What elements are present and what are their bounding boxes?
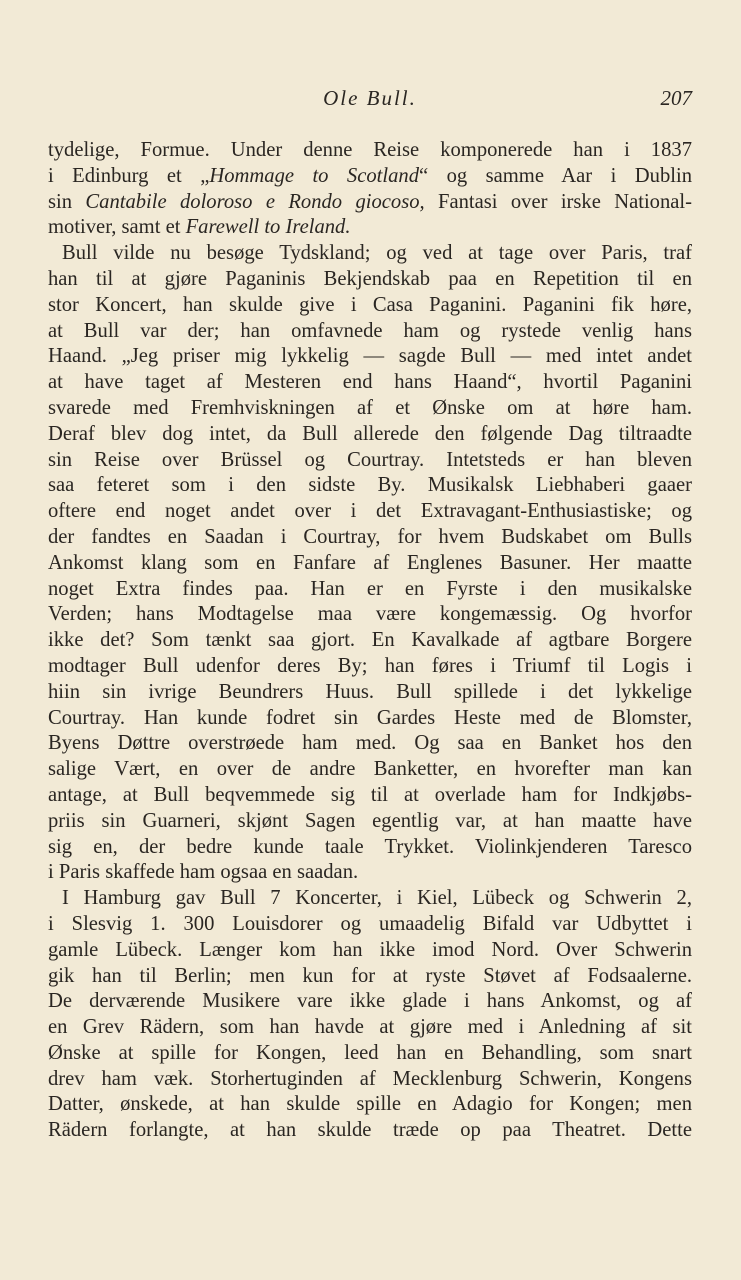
text-line: en Grev Rädern, som han havde at gjøre med i Anledning af sit (48, 1016, 692, 1039)
text-line: Haand. „Jeg priser mig lykkelig — sagde Bull — med intet andet (48, 345, 692, 368)
work-title: Cantabile doloroso e Rondo giocoso, (85, 190, 425, 213)
page-header (48, 86, 692, 116)
text-line: Deraf blev dog intet, da Bull allerede den følgende Dag tiltraadte (48, 422, 692, 445)
text-line: i Slesvig 1. 300 Louisdorer og umaadelig Bifald var Udbyttet i (48, 912, 692, 935)
text-line: Rädern forlangte, at han skulde træde op paa Theatret. Dette (48, 1119, 692, 1142)
text-line: priis sin Guarneri, skjønt Sagen egentlig var, at han maatte have (48, 809, 692, 832)
text-line: Datter, ønskede, at han skulde spille en Adagio for Kongen; men (48, 1093, 692, 1116)
text-segment: i Edinburg et „ (48, 164, 210, 187)
text-line: gamle Lübeck. Længer kom han ikke imod Nord. Over Schwerin (48, 938, 692, 961)
text-line: noget Extra findes paa. Han er en Fyrste i den musikalske (48, 577, 692, 600)
text-line: i Paris skaffede ham ogsaa en saadan. (48, 861, 359, 884)
text-line (48, 215, 692, 241)
text-segment: motiver, samt et (48, 216, 186, 239)
text-line: Ankomst klang som en Fanfare af Englenes Basuner. Her maatte (48, 551, 692, 574)
text-segment: “ og samme Aar i Dublin (419, 164, 692, 187)
text-line: at Bull var der; han omfavnede ham og rystede venlig hans (48, 319, 692, 342)
text-line: saa feteret som i den sidste By. Musikalsk Liebhaberi gaaer (48, 474, 692, 497)
text-line: gik han til Berlin; men kun for at ryste Støvet af Fodsaalerne. (48, 964, 692, 987)
text-line: antage, at Bull beqvemmede sig til at overlade ham for Indkjøbs- (48, 783, 692, 806)
text-line: drev ham væk. Storhertuginden af Mecklenburg Schwerin, Kongens (48, 1067, 692, 1090)
text-line: Verden; hans Modtagelse maa være kongemæssig. Og hvorfor (48, 603, 692, 626)
text-line: I Hamburg gav Bull 7 Koncerter, i Kiel, Lübeck og Schwerin 2, (62, 887, 692, 910)
text-line: De derværende Musikere vare ikke glade i hans Ankomst, og af (48, 990, 692, 1013)
text-line: svarede med Fremhviskningen af et Ønske om at høre ham. (48, 396, 692, 419)
text-line (48, 164, 692, 190)
text-line: Byens Døttre overstrøede ham med. Og saa en Banket hos den (48, 732, 692, 755)
work-title: Hommage to Scotland (209, 164, 419, 187)
text-segment: Fantasi over irske National- (424, 190, 692, 213)
text-line: at have taget af Mesteren end hans Haand“, hvortil Paganini (48, 371, 692, 394)
text-line: oftere end noget andet over i det Extravagant-Enthusiastiske; og (48, 500, 692, 523)
text-segment: sin (48, 190, 86, 213)
page-number: 207 (660, 86, 692, 110)
text-line: modtager Bull udenfor deres By; han føres i Triumf til Logis i (48, 654, 692, 677)
text-line: Bull vilde nu besøge Tydskland; og ved at tage over Paris, traf (62, 242, 692, 265)
text-line: han til at gjøre Paganinis Bekjendskab paa en Repetition til en (48, 267, 692, 290)
text-line: der fandtes en Saadan i Courtray, for hvem Budskabet om Bulls (48, 525, 692, 548)
text-line: hiin sin ivrige Beundrers Huus. Bull spillede i det lykkelige (48, 680, 692, 703)
text-line: sin Reise over Brüssel og Courtray. Intetsteds er han bleven (48, 448, 692, 471)
body-text (48, 138, 692, 1144)
text-line: Ønske at spille for Kongen, leed han en Behandling, som snart (48, 1041, 692, 1064)
text-line: tydelige, Formue. Under denne Reise komponerede han i 1837 (48, 139, 692, 161)
work-title: Farewell to Ireland. (185, 216, 351, 239)
text-line: sig en, der bedre kunde taale Trykket. Violinkjenderen Taresco (48, 835, 692, 858)
text-line: stor Koncert, han skulde give i Casa Paganini. Paganini fik høre, (48, 293, 692, 316)
text-line: salige Vært, en over de andre Banketter, en hvorefter man kan (48, 758, 692, 781)
running-title: Ole Bull. (323, 86, 417, 110)
text-line: ikke det? Som tænkt saa gjort. En Kavalkade af agtbare Borgere (48, 629, 692, 652)
text-line (48, 190, 692, 216)
text-line: Courtray. Han kunde fodret sin Gardes Heste med de Blomster, (48, 706, 692, 729)
